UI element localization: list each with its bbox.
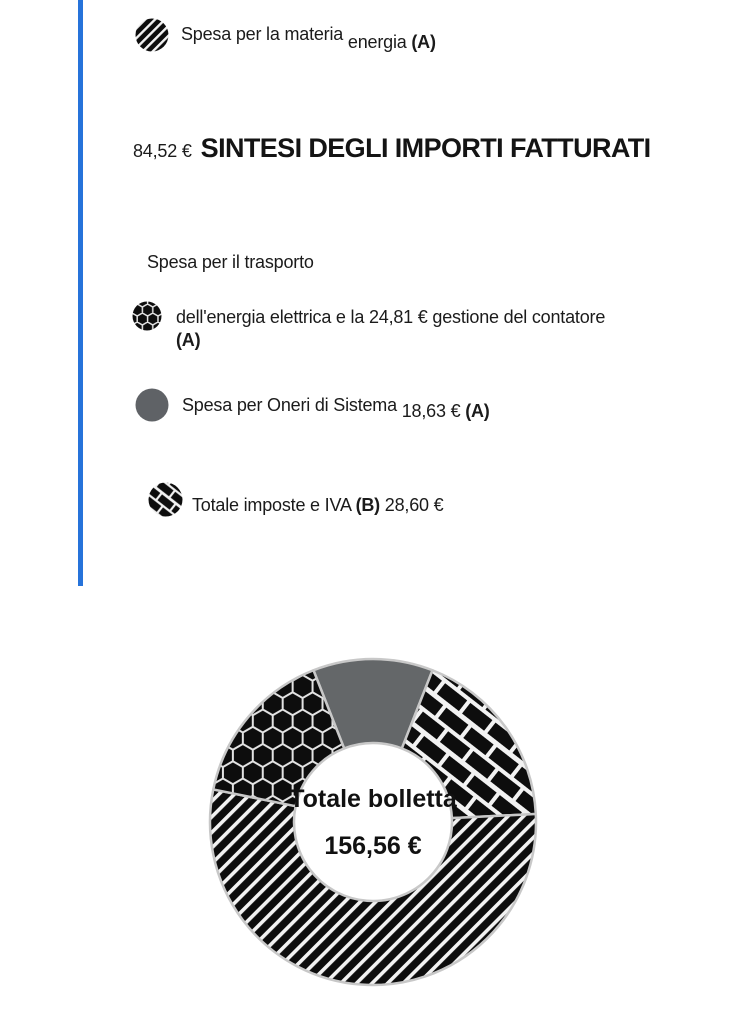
legend-energia-text: Spesa per la materia: [181, 24, 344, 44]
honeycomb-icon: [132, 301, 162, 331]
amount-energia: 84,52 €: [133, 141, 192, 161]
marker-a: (A): [411, 32, 436, 52]
marker-b: (B): [355, 495, 380, 515]
legend-imposte-amount: 28,60 €: [384, 495, 444, 515]
legend-trasporto-line1: dell'energia elettrica e la 24,81 € gestione del contatore: [176, 307, 606, 327]
bricks-icon: [148, 482, 183, 517]
page-title: SINTESI DEGLI IMPORTI FATTURATI: [200, 133, 651, 163]
legend-energia-text2: energia (A): [347, 32, 436, 52]
marker-a: (A): [465, 401, 490, 421]
legend-oneri-amount: 18,63 € (A): [401, 401, 490, 421]
donut-segment-diagonal-stripes: [210, 789, 536, 985]
legend-imposte-text: Totale imposte e IVA: [192, 495, 351, 515]
donut-center-label: Totale bolletta: [289, 784, 457, 813]
legend-oneri-text: Spesa per Oneri di Sistema: [182, 395, 397, 415]
gray-circle-icon: [135, 388, 169, 422]
title-row: [133, 133, 651, 164]
donut-chart: [203, 652, 543, 992]
legend-oneri-label: [182, 394, 490, 421]
legend-energia-label: [181, 23, 436, 52]
trasporto-header: Spesa per il trasporto: [147, 252, 314, 272]
legend-trasporto-label: [176, 306, 605, 352]
left-accent-rule: [78, 0, 83, 586]
marker-a: (A): [176, 330, 201, 350]
legend-imposte-label: [192, 494, 443, 517]
diagonal-stripes-icon: [135, 18, 169, 52]
donut-center-value: 156,56 €: [324, 831, 422, 860]
